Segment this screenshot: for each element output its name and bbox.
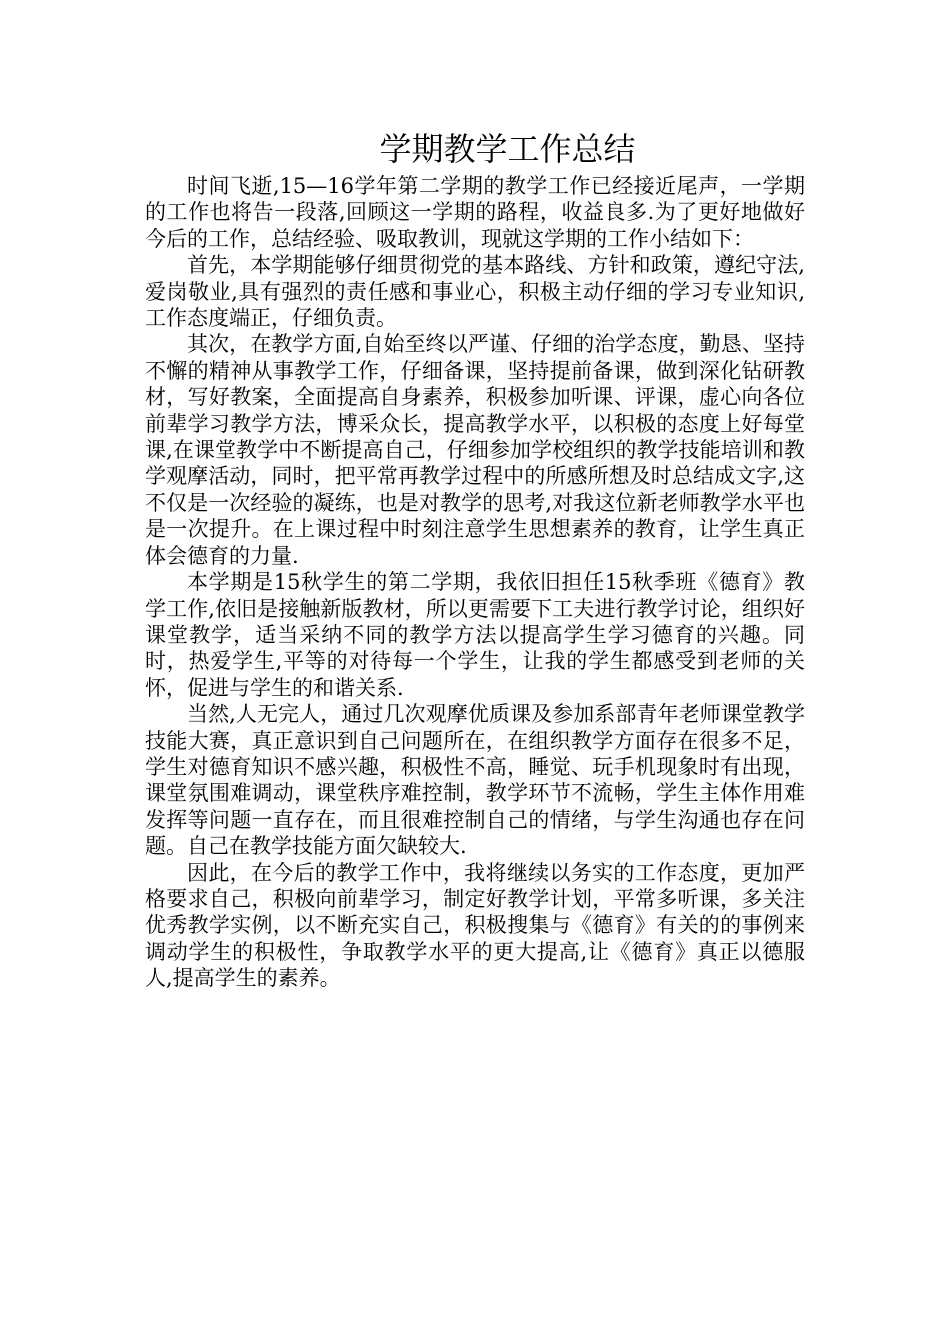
paragraph-shortcomings: 当然,人无完人，通过几次观摩优质课及参加系部青年老师课堂教学技能大赛，真正意识到自己问题所在，在组织教学方面存在很多不足，学生对德育知识不感兴趣，积极性不高，睡觉、玩手机现象时有出现，课堂氛围难调动，课堂秩序难控制，教学环节不流畅，学生主体作用难发挥等问题一直存在，而且很难控制自己的情绪，与学生沟通也存在问题。自己在教学技能方面欠缺较大. xyxy=(145,702,805,859)
paragraph-first: 首先，本学期能够仔细贯彻党的基本路线、方针和政策，遵纪守法,爱岗敬业,具有强烈的责任感和事业心，积极主动仔细的学习专业知识,工作态度端正，仔细负责。 xyxy=(145,253,805,331)
document-title: 学期教学工作总结 xyxy=(379,130,636,168)
document-body xyxy=(145,173,805,992)
paragraph-intro: 时间飞逝,15—16学年第二学期的教学工作已经接近尾声，一学期的工作也将告一段落,回顾这一学期的路程，收益良多.为了更好地做好今后的工作，总结经验、吸取教训，现就这学期的工作小结如下： xyxy=(145,174,805,251)
paragraph-semester: 本学期是15秋学生的第二学期，我依旧担任15秋季班《德育》教学工作,依旧是接触新版教材，所以更需要下工夫进行教学讨论，组织好课堂教学，适当采纳不同的教学方法以提高学生学习德育的兴趣。同时，热爱学生,平等的对待每一个学生，让我的学生都感受到老师的关怀，促进与学生的和谐关系. xyxy=(145,570,805,700)
paragraph-plans: 因此，在今后的教学工作中，我将继续以务实的工作态度，更加严格要求自己，积极向前辈学习，制定好教学计划，平常多听课，多关注优秀教学实例，以不断充实自己，积极搜集与《德育》有关的的事例来调动学生的积极性，争取教学水平的更大提高,让《德育》真正以德服人,提高学生的素养。 xyxy=(145,860,805,991)
paragraph-second: 其次，在教学方面,自始至终以严谨、仔细的治学态度，勤恳、坚持不懈的精神从事教学工作，仔细备课，坚持提前备课，做到深化钻研教材，写好教案，全面提高自身素养，积极参加听课、评课，虚心向各位前辈学习教学方法，博采众长，提高教学水平，以积极的态度上好每堂课,在课堂教学中不断提高自己，仔细参加学校组织的教学技能培训和教学观摩活动，同时，把平常再教学过程中的所感所想及时总结成文字,这不仅是一次经验的凝练，也是对教学的思考,对我这位新老师教学水平也是一次提升。在上课过程中时刻注意学生思想素养的教育，让学生真正体会德育的力量. xyxy=(145,332,805,568)
